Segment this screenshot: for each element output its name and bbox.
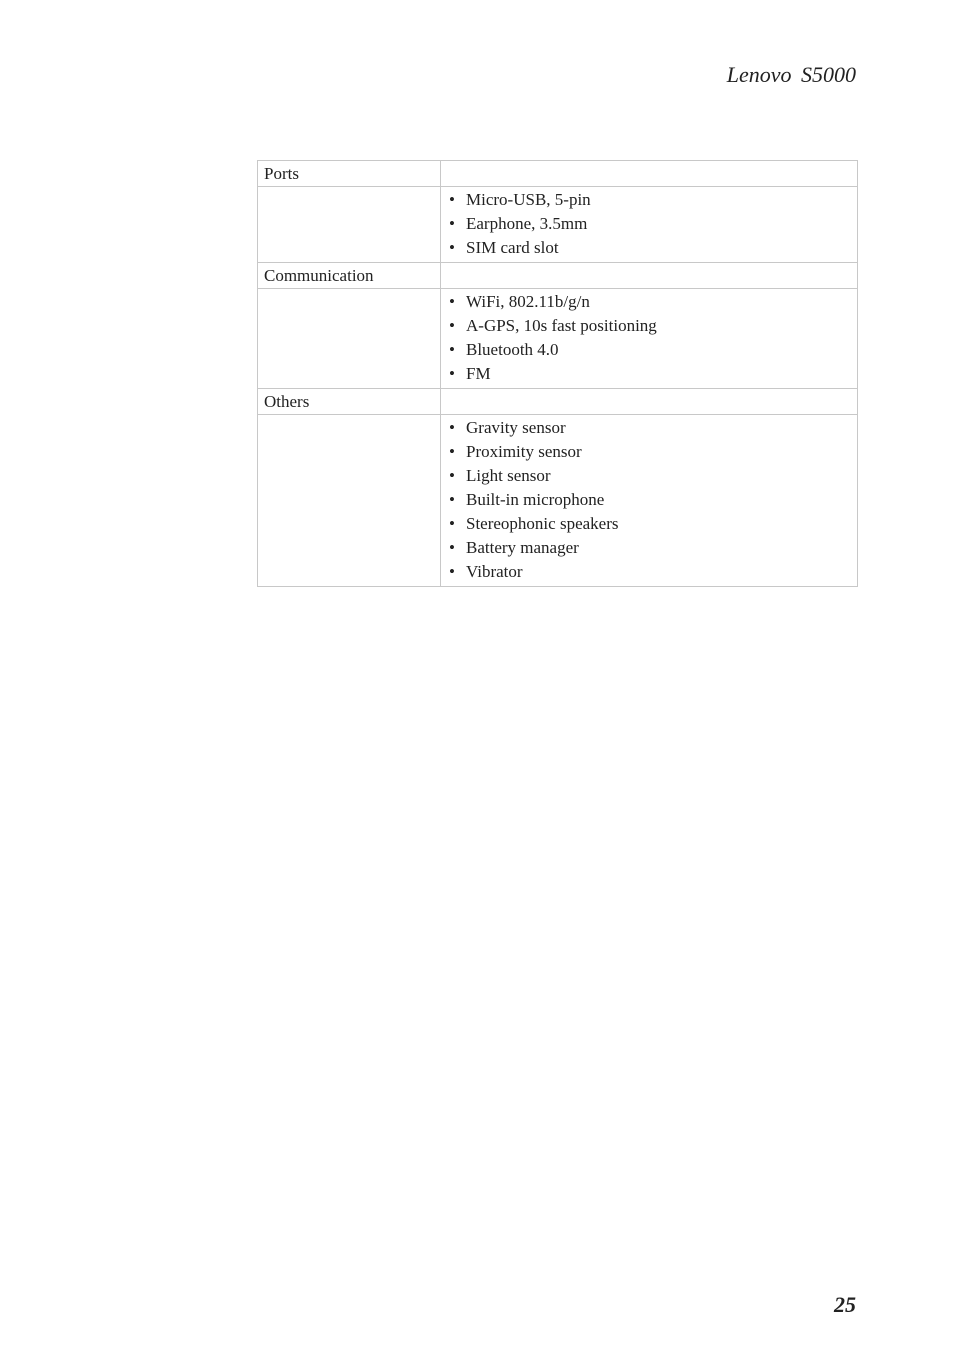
items-empty-cell <box>258 415 441 587</box>
list-item: • Battery manager <box>447 536 851 560</box>
list-item: • Proximity sensor <box>447 440 851 464</box>
items-empty-cell <box>258 289 441 389</box>
list-item: • Light sensor <box>447 464 851 488</box>
bullet-list-others <box>447 416 851 584</box>
list-item: • Bluetooth 4.0 <box>447 338 851 362</box>
running-header: Lenovo S5000 <box>726 62 856 87</box>
section-items-row-ports <box>258 187 858 263</box>
section-header-row-communication <box>258 263 858 289</box>
list-item: • Stereophonic speakers <box>447 512 851 536</box>
section-header-empty-cell <box>441 161 858 187</box>
list-item: • Earphone, 3.5mm <box>447 212 851 236</box>
section-header-row-others <box>258 389 858 415</box>
items-empty-cell <box>258 187 441 263</box>
bullet-list-communication <box>447 290 851 386</box>
section-items-row-others <box>258 415 858 587</box>
list-item: • Vibrator <box>447 560 851 584</box>
section-label-others: Others <box>258 389 441 415</box>
list-item: • Micro-USB, 5-pin <box>447 188 851 212</box>
bullet-list-ports <box>447 188 851 260</box>
items-cell-others <box>441 415 858 587</box>
section-header-row-ports <box>258 161 858 187</box>
specifications-table <box>257 160 858 587</box>
list-item: • FM <box>447 362 851 386</box>
list-item: • WiFi, 802.11b/g/n <box>447 290 851 314</box>
list-item: • Gravity sensor <box>447 416 851 440</box>
list-item: • SIM card slot <box>447 236 851 260</box>
list-item: • A-GPS, 10s fast positioning <box>447 314 851 338</box>
section-header-empty-cell <box>441 263 858 289</box>
section-label-ports: Ports <box>258 161 441 187</box>
section-header-empty-cell <box>441 389 858 415</box>
items-cell-ports <box>441 187 858 263</box>
items-cell-communication <box>441 289 858 389</box>
page-number: 25 <box>834 1292 856 1317</box>
section-items-row-communication <box>258 289 858 389</box>
list-item: • Built-in microphone <box>447 488 851 512</box>
section-label-communication: Communication <box>258 263 441 289</box>
